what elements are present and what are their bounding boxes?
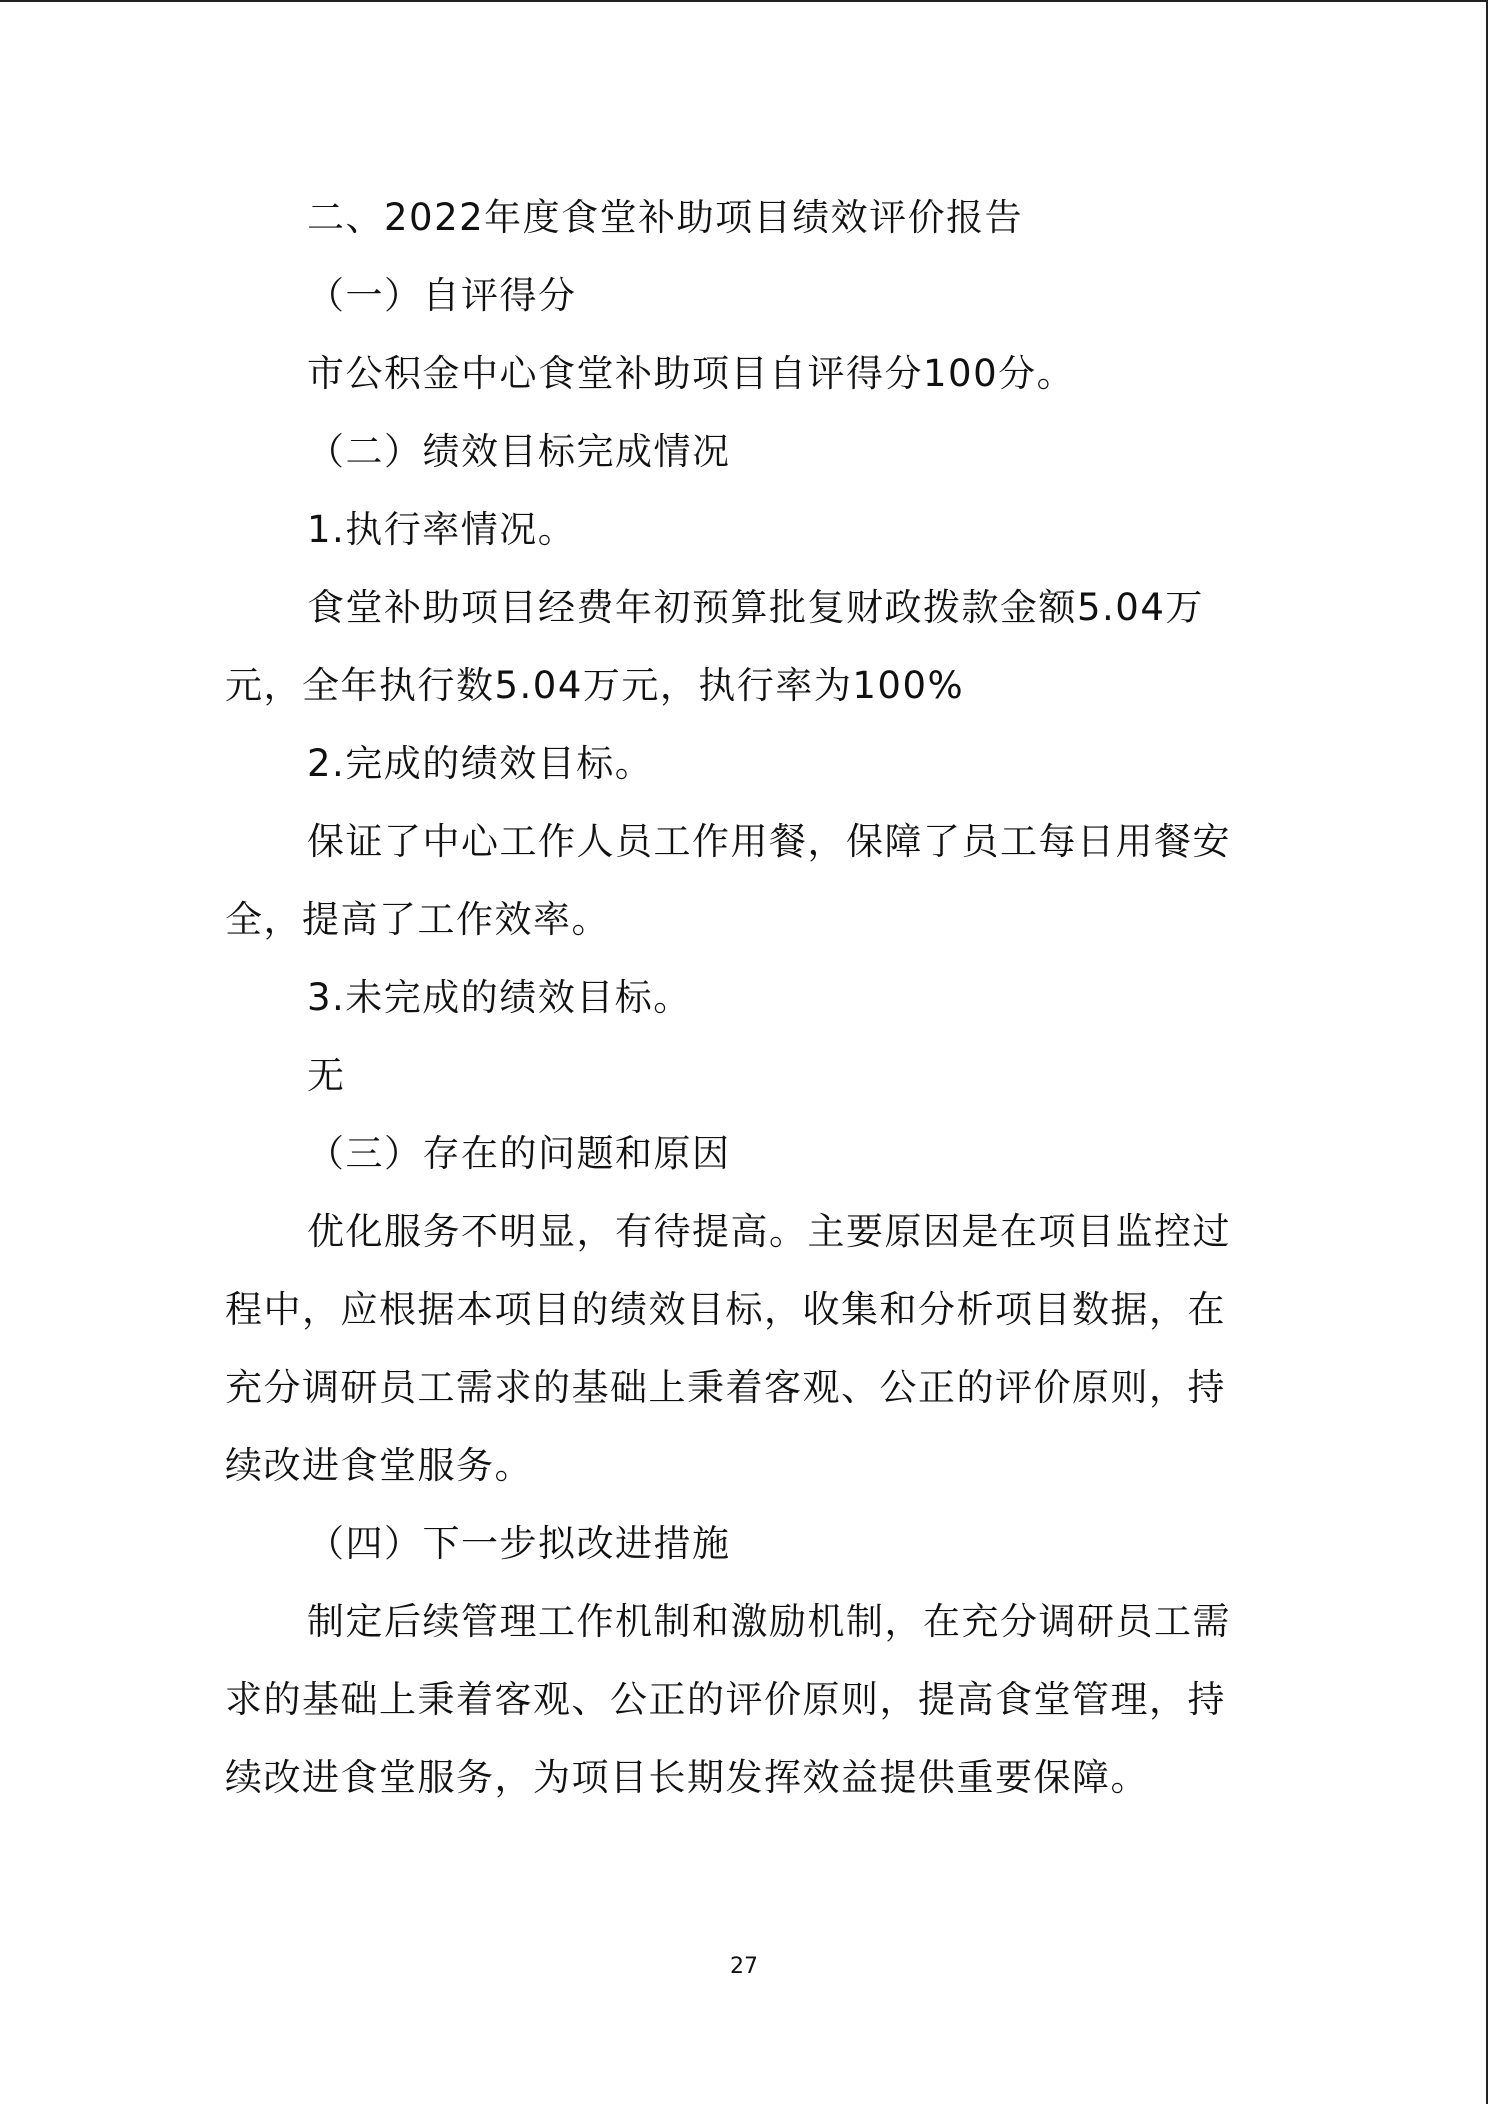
document-heading: 二、2022年度食堂补助项目绩效评价报告 [307,196,1024,239]
section4-title: （四）下一步拟改进措施 [307,1522,731,1565]
section4-text-line1: 制定后续管理工作机制和激励机制，在充分调研员工需 [307,1600,1231,1643]
section1-title: （一）自评得分 [307,274,577,317]
section3-title: （三）存在的问题和原因 [307,1132,731,1175]
item1-text-line2: 元，全年执行数5.04万元，执行率为100% [225,664,965,707]
section1-text: 市公积金中心食堂补助项目自评得分100分。 [307,352,1076,395]
section3-text-line2: 程中，应根据本项目的绩效目标，收集和分析项目数据，在 [225,1288,1226,1331]
item1-title: 1.执行率情况。 [307,508,577,551]
section4-text-line2: 求的基础上秉着客观、公正的评价原则，提高食堂管理，持 [225,1678,1226,1721]
item2-text-line1: 保证了中心工作人员工作用餐，保障了员工每日用餐安 [307,820,1231,863]
item2-text-line2: 全，提高了工作效率。 [225,898,610,941]
item3-text: 无 [307,1054,346,1097]
item1-text-line1: 食堂补助项目经费年初预算批复财政拨款金额5.04万 [307,586,1204,629]
item2-title: 2.完成的绩效目标。 [307,742,654,785]
page-number: 27 [730,1954,758,1979]
section4-text-line3: 续改进食堂服务，为项目长期发挥效益提供重要保障。 [225,1756,1149,1799]
section3-text-line4: 续改进食堂服务。 [225,1444,533,1487]
section2-title: （二）绩效目标完成情况 [307,430,731,473]
item3-title: 3.未完成的绩效目标。 [307,976,692,1019]
section3-text-line3: 充分调研员工需求的基础上秉着客观、公正的评价原则，持 [225,1366,1226,1409]
section3-text-line1: 优化服务不明显，有待提高。主要原因是在项目监控过 [307,1210,1231,1253]
